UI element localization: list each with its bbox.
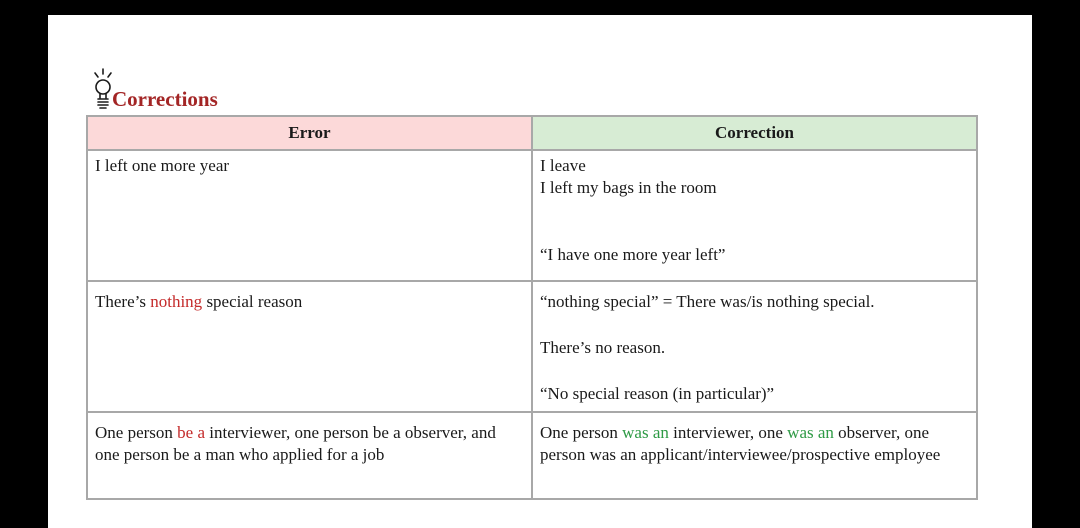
correction-line: “nothing special” = There was/is nothing special. xyxy=(540,292,875,311)
correction-line: There’s no reason. xyxy=(540,338,666,357)
error-text: interviewer, one person be a observer, and one person be a man who applied for a job xyxy=(95,423,496,464)
error-cell xyxy=(87,281,532,412)
correction-cell xyxy=(532,412,977,499)
table-row xyxy=(87,150,977,281)
correction-column-header: Correction xyxy=(532,116,977,150)
error-text: One person xyxy=(95,423,178,442)
table-row xyxy=(87,412,977,499)
corrections-table xyxy=(86,115,978,500)
error-cell xyxy=(87,150,532,281)
correction-line: I left my bags in the room xyxy=(540,178,717,197)
correction-text: observer, one person was an applicant/interviewee/prospective employee xyxy=(540,423,941,464)
lightbulb-icon xyxy=(92,67,114,111)
correction-line: “No special reason (in particular)” xyxy=(540,384,775,403)
error-column-header: Error xyxy=(87,116,532,150)
error-highlight: nothing xyxy=(150,292,203,311)
error-text: There’s xyxy=(95,292,151,311)
section-title: Corrections xyxy=(112,87,218,111)
document-page xyxy=(48,15,1032,528)
correction-highlight: was an xyxy=(622,423,669,442)
error-text: special reason xyxy=(202,292,303,311)
correction-highlight: was an xyxy=(787,423,834,442)
correction-cell xyxy=(532,281,977,412)
table-row xyxy=(87,281,977,412)
section-heading xyxy=(92,65,218,111)
correction-line: “I have one more year left” xyxy=(540,245,726,264)
correction-text: interviewer, one xyxy=(668,423,788,442)
correction-line: I leave xyxy=(540,156,586,175)
error-highlight: be a xyxy=(177,423,205,442)
correction-text: One person xyxy=(540,423,623,442)
correction-cell xyxy=(532,150,977,281)
error-text: I left one more year xyxy=(95,156,230,175)
error-cell xyxy=(87,412,532,499)
table-header-row xyxy=(87,116,977,150)
